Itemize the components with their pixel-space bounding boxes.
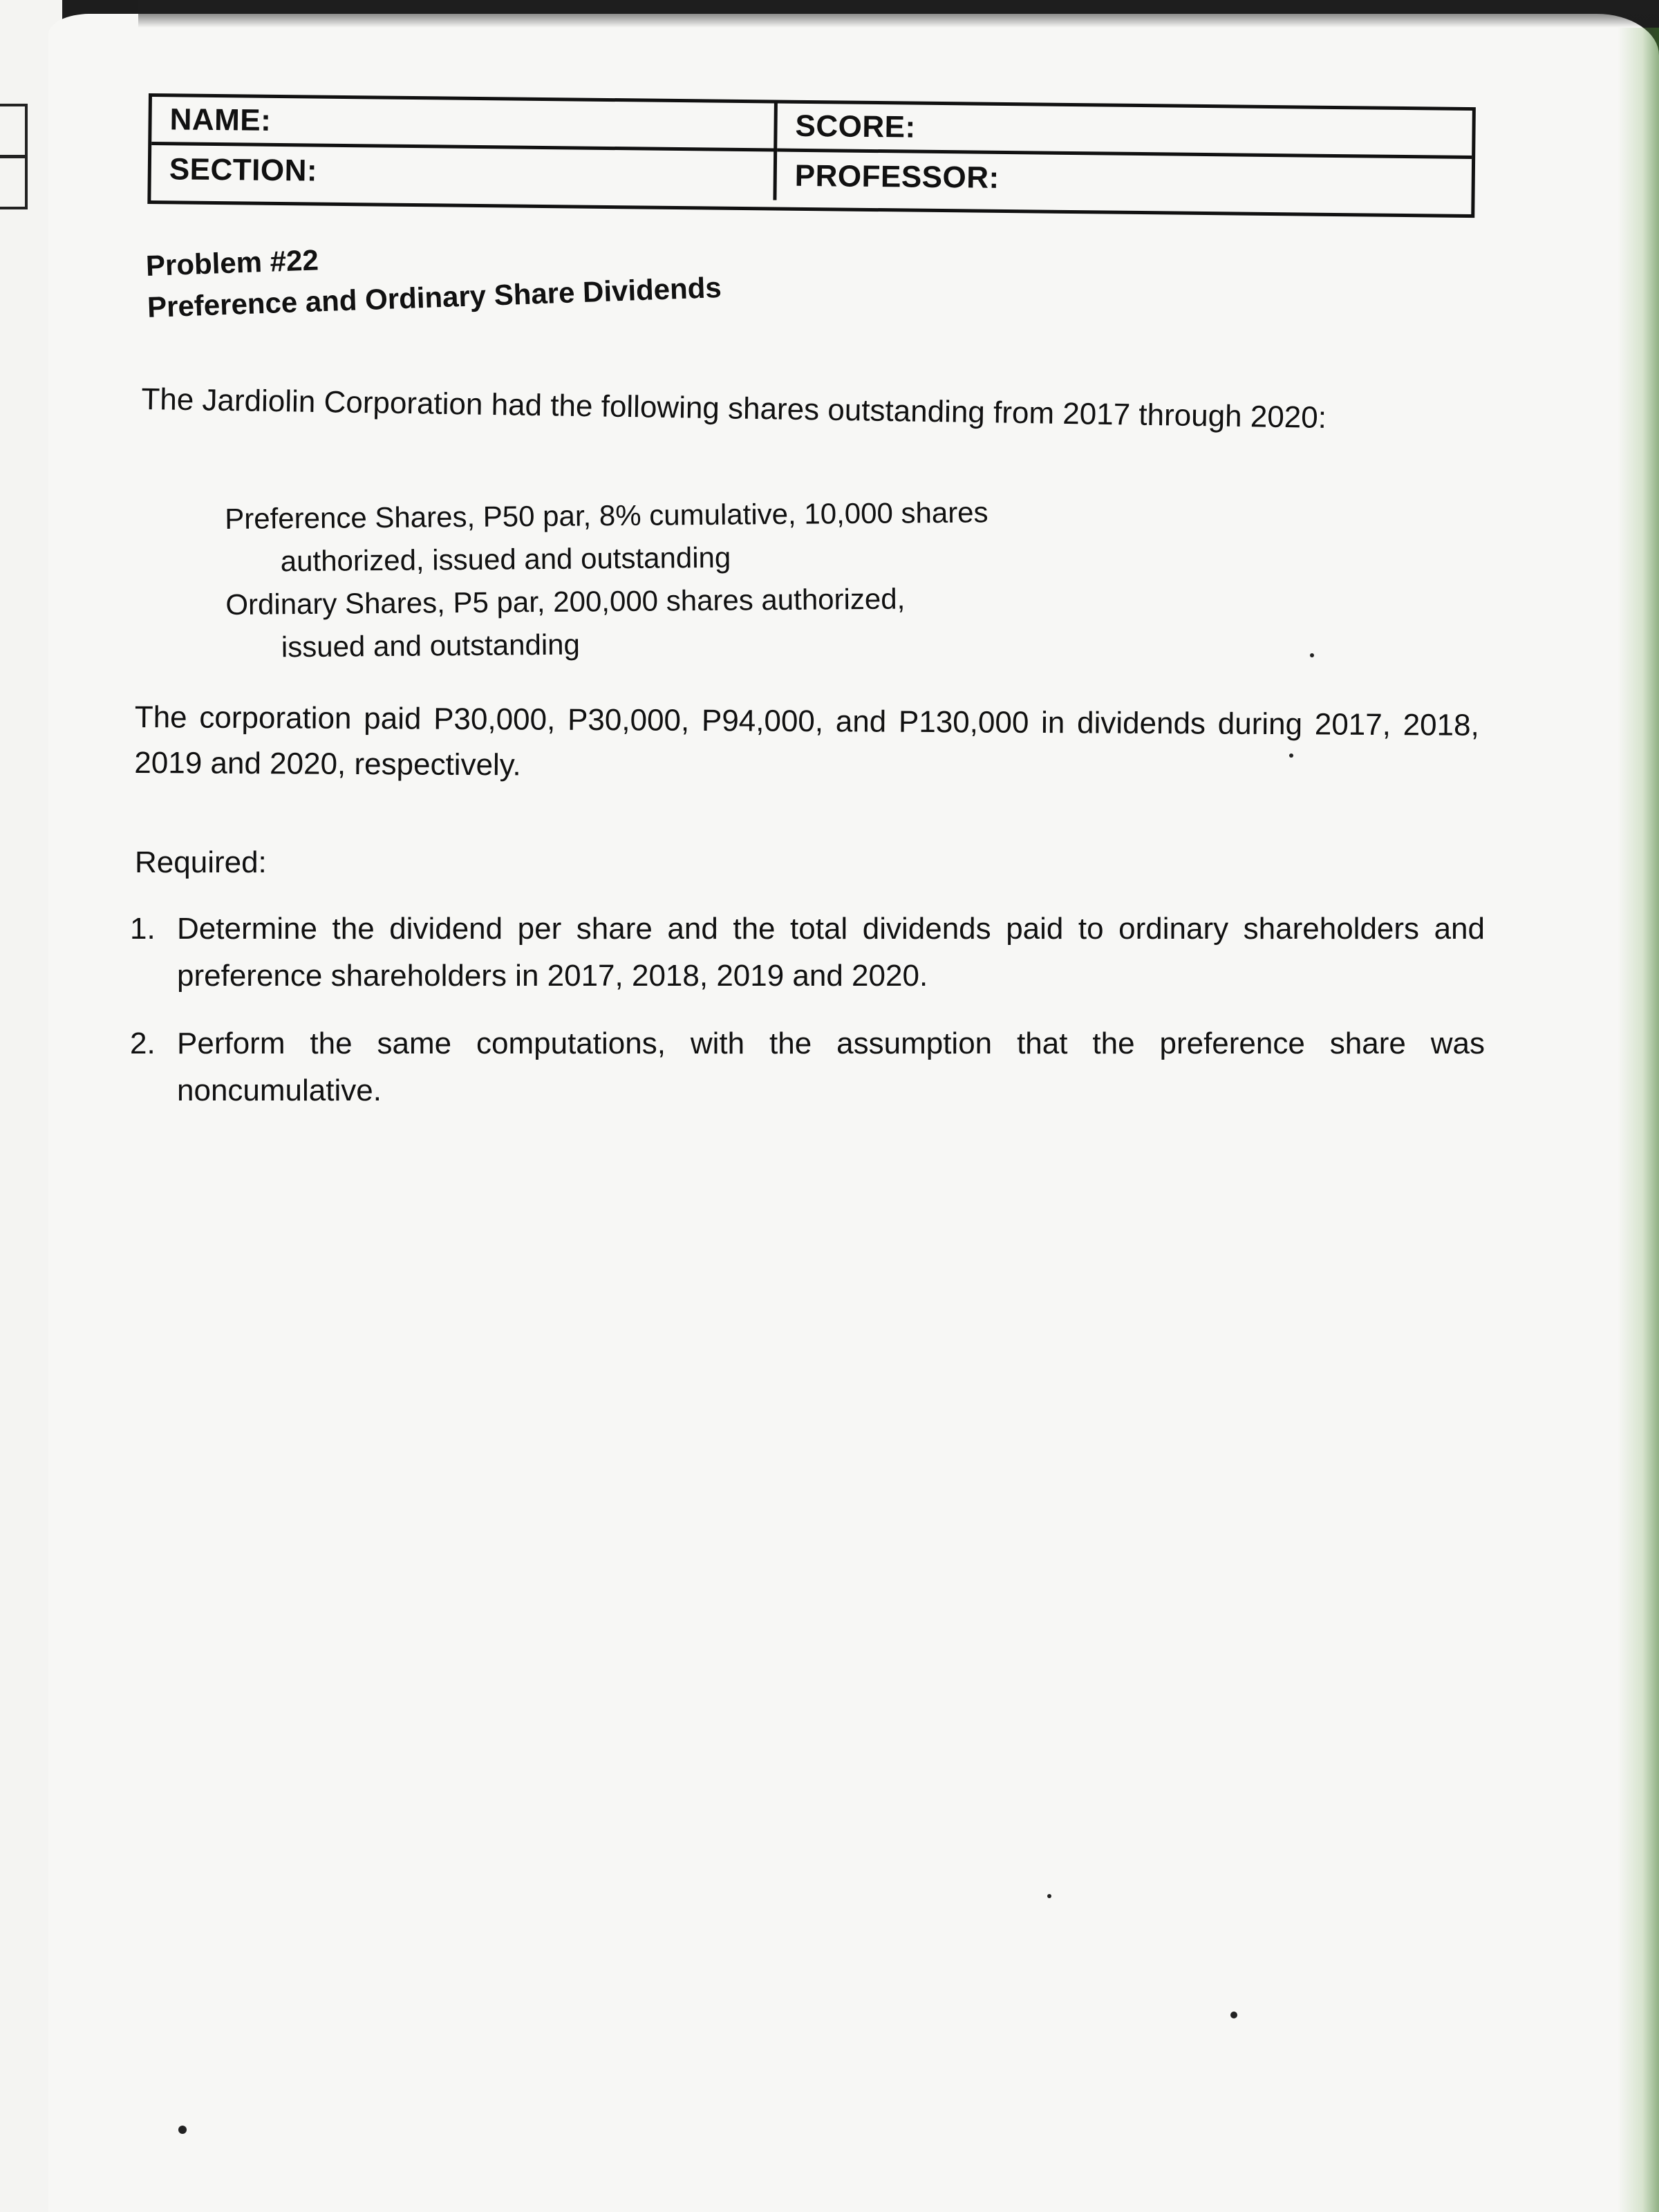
problem-heading xyxy=(145,225,722,328)
preference-shares-line-cont: authorized, issued and outstanding xyxy=(280,541,731,578)
scan-speck xyxy=(1289,753,1293,758)
scan-speck xyxy=(1230,2012,1237,2018)
name-field[interactable]: NAME: xyxy=(151,97,778,151)
shares-outstanding-block xyxy=(225,490,1090,669)
required-label: Required: xyxy=(135,845,267,879)
ordinary-shares-line-cont: issued and outstanding xyxy=(281,628,581,664)
required-item-number: 2. xyxy=(130,1027,156,1060)
problem-title: Preference and Ordinary Share Dividends xyxy=(147,270,722,324)
student-info-table xyxy=(147,93,1476,218)
scan-speck xyxy=(1047,1894,1051,1898)
dividends-paid-paragraph: The corporation paid P30,000, P30,000, P94,000, and P130,000 in dividends during 2017, 2018, 2019 and 2020, respectively. xyxy=(134,700,1479,782)
required-item xyxy=(130,906,1485,1000)
scan-speck xyxy=(178,2126,187,2134)
scan-speck xyxy=(1310,653,1314,657)
required-item xyxy=(130,1020,1485,1114)
required-item-text: Determine the dividend per share and the total dividends paid to ordinary shareholders and preference shareholders in 2017, 2018, 2019 and 2020. xyxy=(177,912,1485,993)
required-item-text: Perform the same computations, with the assumption that the preference share was noncumulative. xyxy=(177,1027,1485,1107)
problem-number: Problem #22 xyxy=(145,243,319,282)
ordinary-shares-line: Ordinary Shares, P5 par, 200,000 shares authorized, xyxy=(225,582,906,621)
required-list xyxy=(130,906,1485,1135)
intro-paragraph: The Jardiolin Corporation had the following shares outstanding from 2017 through 2020: xyxy=(141,382,1327,435)
score-field[interactable]: SCORE: xyxy=(777,104,1472,160)
professor-field[interactable]: PROFESSOR: xyxy=(794,158,1000,195)
required-item-number: 1. xyxy=(130,912,156,946)
section-field[interactable]: SECTION: xyxy=(151,145,777,200)
preference-shares-line: Preference Shares, P50 par, 8% cumulative, 10,000 shares xyxy=(225,496,988,535)
